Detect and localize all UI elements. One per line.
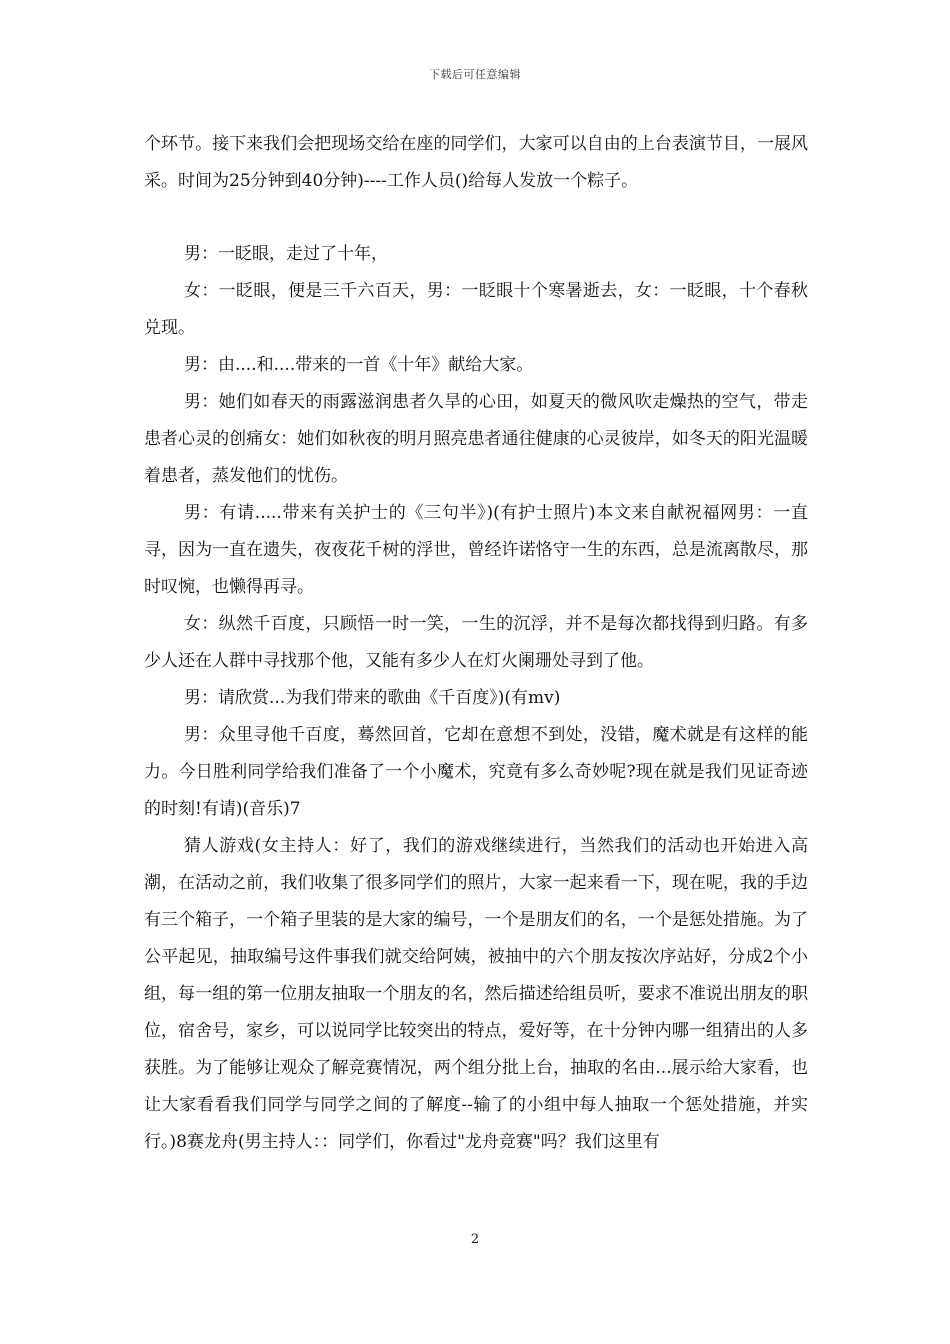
paragraph: 女：纵然千百度，只顾悟一时一笑，一生的沉浮，并不是每次都找得到归路。有多少人还在人群中寻找那个他，又能有多少人在灯火阑珊处寻到了他。 [144, 614, 808, 671]
paragraph-spacer [144, 200, 808, 236]
paragraph: 男：一眨眼，走过了十年， [184, 244, 388, 264]
document-body [144, 126, 808, 1161]
paragraph: 女：一眨眼，便是三千六百天，男：一眨眼十个寒暑逝去，女：一眨眼，十个春秋兑现。 [144, 281, 808, 338]
paragraph: 男：她们如春天的雨露滋润患者久旱的心田，如夏天的微风吹走燥热的空气，带走患者心灵的创痛女：她们如秋夜的明月照亮患者通往健康的心灵彼岸，如冬天的阳光温暖着患者，蒸发他们的忧伤。 [144, 392, 808, 486]
paragraph: 男：众里寻他千百度，蓦然回首，它却在意想不到处，没错，魔术就是有这样的能力。今日胜利同学给我们准备了一个小魔术，究竟有多么奇妙呢?现在就是我们见证奇迹的时刻!有请)(音乐)7 [144, 725, 808, 819]
page-header: 下载后可任意编辑 [429, 68, 521, 81]
paragraph: 男：请欣赏...为我们带来的歌曲《千百度》)(有mv) [184, 688, 561, 708]
page-number: 2 [470, 1232, 480, 1247]
paragraph: 猜人游戏(女主持人：好了，我们的游戏继续进行，当然我们的活动也开始进入高潮，在活动之前，我们收集了很多同学们的照片，大家一起来看一下，现在呢，我的手边有三个箱子，一个箱子里装的是大家的编号，一个是朋友们的名，一个是惩处措施。为了公平起见，抽取编号这件事我们就交给阿姨，被抽中的六个朋友按次序站好，分成2个小组，每一组的第一位朋友抽取一个朋友的名，然后描述给组员听，要求不准说出朋友的职位，宿舍号，家乡，可以说同学比较突出的特点，爱好等，在十分钟内哪一组猜出的人多获胜。为了能够让观众了解竞赛情况，两个组分批上台，抽取的名由...展示给大家看，也让大家看看我们同学与同学之间的了解度--输了的小组中每人抽取一个惩处措施，并实行。)8赛龙舟(男主持人：：同学们，你看过"龙舟竞赛"吗？我们这里有 [144, 836, 808, 1152]
paragraph: 男：有请.....带来有关护士的《三句半》)(有护士照片)本文来自献祝福网男：一直寻，因为一直在遗失，夜夜花千树的浮世，曾经许诺恪守一生的东西，总是流离散尽，那时叹惋，也懒得再寻。 [144, 503, 808, 597]
paragraph-continued: 个环节。接下来我们会把现场交给在座的同学们，大家可以自由的上台表演节目，一展风采。时间为25分钟到40分钟)----工作人员()给每人发放一个粽子。 [144, 134, 808, 191]
paragraph: 男：由....和....带来的一首《十年》献给大家。 [184, 355, 534, 375]
